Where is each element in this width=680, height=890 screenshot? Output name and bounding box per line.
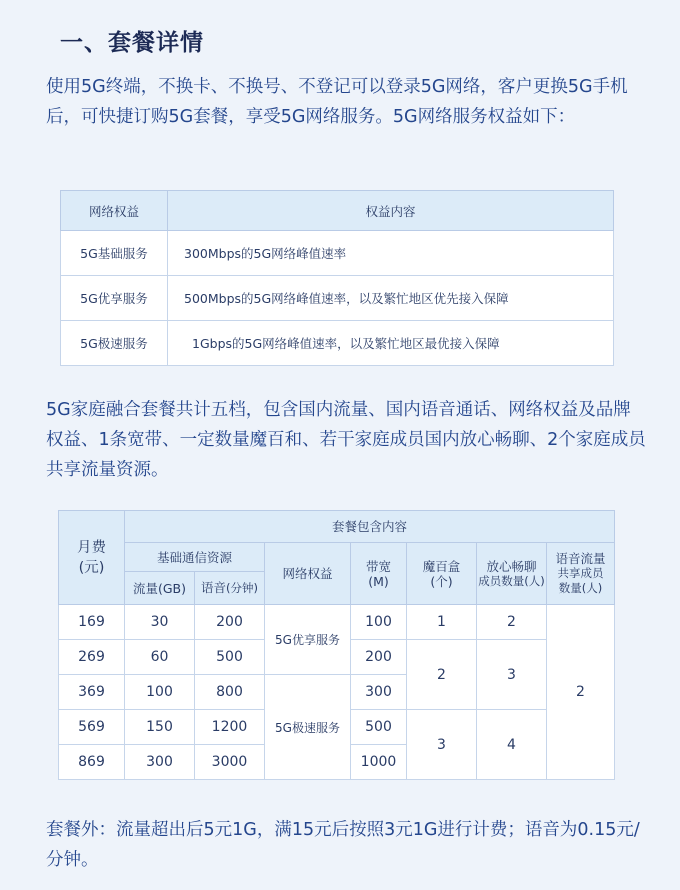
- table-row: [61, 321, 614, 366]
- header-contents: 套餐包含内容: [125, 511, 615, 543]
- cell-data: 30: [125, 605, 195, 640]
- cell-voice: 800: [195, 675, 265, 710]
- cell-voice: 500: [195, 640, 265, 675]
- cell-bandwidth: 500: [351, 710, 407, 745]
- rights-content: 1Gbps的5G网络峰值速率，以及繁忙地区最优接入保障: [168, 321, 614, 366]
- cell-data: 300: [125, 745, 195, 780]
- header-share-label-3: 数量(人): [558, 581, 603, 595]
- rights-name: 5G优享服务: [61, 276, 168, 321]
- header-content: 权益内容: [168, 191, 614, 231]
- header-share: [547, 543, 615, 605]
- header-rights: 网络权益: [61, 191, 168, 231]
- intro-paragraph: 使用5G终端，不换卡、不换号、不登记可以登录5G网络，客户更换5G手机后，可快捷订购5G套餐，享受5G网络服务。5G网络服务权益如下：: [46, 77, 628, 127]
- cell-month: 569: [59, 710, 125, 745]
- cell-box: 3: [407, 710, 477, 780]
- header-box-label: 魔百盒: [422, 558, 461, 574]
- header-row-2: [59, 543, 615, 572]
- cell-chat: 4: [477, 710, 547, 780]
- cell-chat: 2: [477, 605, 547, 640]
- header-row-1: [59, 511, 615, 543]
- cell-month: 869: [59, 745, 125, 780]
- header-share-label-2: 共享成员: [557, 566, 604, 580]
- section-title: 一、套餐详情: [60, 30, 204, 56]
- cell-bandwidth: 300: [351, 675, 407, 710]
- cell-bandwidth: 100: [351, 605, 407, 640]
- header-box-unit: (个): [430, 573, 453, 589]
- cell-data: 100: [125, 675, 195, 710]
- cell-voice: 3000: [195, 745, 265, 780]
- cell-voice: 200: [195, 605, 265, 640]
- header-voice: [195, 572, 265, 605]
- table-row: [61, 276, 614, 321]
- cell-box: 1: [407, 605, 477, 640]
- header-chat: [477, 543, 547, 605]
- cell-month: 169: [59, 605, 125, 640]
- plan-paragraph: 5G家庭融合套餐共计五档，包含国内流量、国内语音通话、网络权益及品牌权益、1条宽带、一定数量魔百和、若干家庭成员国内放心畅聊、2个家庭成员共享流量资源。: [46, 400, 646, 480]
- cell-rights-group: 5G优享服务: [265, 605, 351, 675]
- header-data: 流量(GB): [125, 572, 195, 605]
- cell-bandwidth: 1000: [351, 745, 407, 780]
- cell-chat: 3: [477, 640, 547, 710]
- cell-voice: 1200: [195, 710, 265, 745]
- cell-rights-group: 5G极速服务: [265, 675, 351, 780]
- header-bandwidth: [351, 543, 407, 605]
- header-box: [407, 543, 477, 605]
- header-share-label: 语音流量: [555, 551, 606, 566]
- header-voice-unit: (分钟): [226, 581, 258, 595]
- extra-charges-paragraph: 套餐外：流量超出后5元1G，满15元后按照3元1G进行计费；语音为0.15元/分钟。: [46, 820, 640, 870]
- table-header-row: [61, 191, 614, 231]
- header-bandwidth-unit: (M): [368, 573, 389, 589]
- table-row: [59, 605, 615, 640]
- header-rights: 网络权益: [265, 543, 351, 605]
- header-month: [59, 511, 125, 605]
- rights-name: 5G极速服务: [61, 321, 168, 366]
- header-chat-unit: 成员数量(人): [478, 573, 545, 588]
- cell-month: 269: [59, 640, 125, 675]
- cell-bandwidth: 200: [351, 640, 407, 675]
- cell-share: 2: [547, 605, 615, 780]
- cell-data: 150: [125, 710, 195, 745]
- header-voice-label: 语音: [201, 580, 227, 595]
- rights-name: 5G基础服务: [61, 231, 168, 276]
- rights-content: 500Mbps的5G网络峰值速率，以及繁忙地区优先接入保障: [168, 276, 614, 321]
- cell-month: 369: [59, 675, 125, 710]
- cell-box: 2: [407, 640, 477, 710]
- rights-content: 300Mbps的5G网络峰值速率: [168, 231, 614, 276]
- header-month-label: 月费: [77, 539, 106, 556]
- network-rights-table: [60, 190, 614, 366]
- table-row: [61, 231, 614, 276]
- plan-table: [58, 510, 615, 780]
- header-bandwidth-label: 带宽: [365, 558, 391, 574]
- header-month-unit: (元): [78, 559, 105, 576]
- header-chat-label: 放心畅聊: [486, 558, 537, 574]
- cell-data: 60: [125, 640, 195, 675]
- header-basic: 基础通信资源: [125, 543, 265, 572]
